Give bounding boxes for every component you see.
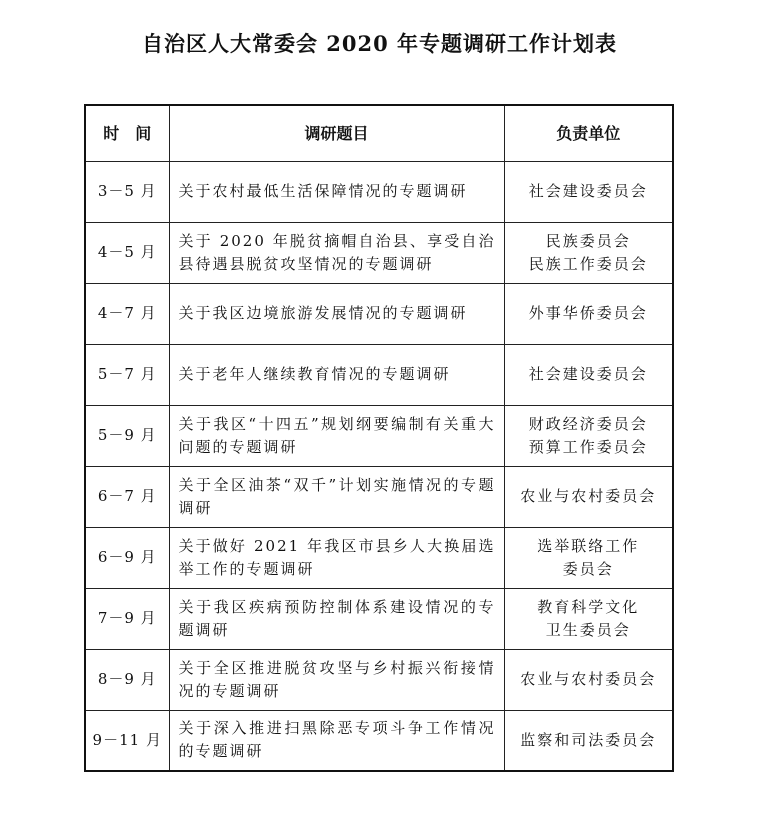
cell-topic: 关于全区油茶“双千”计划实施情况的专题调研 — [169, 466, 504, 527]
table-row — [85, 344, 673, 405]
cell-time: 4－5 月 — [85, 222, 169, 283]
unit-line: 选举联络工作 — [537, 536, 640, 555]
cell-unit — [504, 283, 673, 344]
cell-topic: 关于我区疾病预防控制体系建设情况的专题调研 — [169, 588, 504, 649]
cell-topic: 关于全区推进脱贫攻坚与乡村振兴衔接情况的专题调研 — [169, 649, 504, 710]
table-row — [85, 405, 673, 466]
unit-line: 委员会 — [562, 559, 614, 578]
cell-topic: 关于农村最低生活保障情况的专题调研 — [169, 161, 504, 222]
cell-topic: 关于 2020 年脱贫摘帽自治县、享受自治县待遇县脱贫攻坚情况的专题调研 — [169, 222, 504, 283]
cell-time: 4－7 月 — [85, 283, 169, 344]
table-row — [85, 283, 673, 344]
table-row — [85, 161, 673, 222]
cell-time: 3－5 月 — [85, 161, 169, 222]
cell-unit — [504, 710, 673, 771]
cell-time: 5－7 月 — [85, 344, 169, 405]
cell-time: 6－9 月 — [85, 527, 169, 588]
cell-unit — [504, 527, 673, 588]
cell-topic: 关于我区“十四五”规划纲要编制有关重大问题的专题调研 — [169, 405, 504, 466]
table-row — [85, 710, 673, 771]
cell-unit — [504, 344, 673, 405]
cell-unit — [504, 649, 673, 710]
unit-line: 社会建设委员会 — [528, 365, 648, 383]
unit-line: 民族工作委员会 — [528, 254, 648, 273]
unit-line: 外事华侨委员会 — [528, 304, 648, 322]
cell-time: 8－9 月 — [85, 649, 169, 710]
cell-topic: 关于老年人继续教育情况的专题调研 — [169, 344, 504, 405]
unit-line: 农业与农村委员会 — [520, 487, 657, 505]
unit-line: 财政经济委员会 — [528, 414, 648, 433]
table-row — [85, 466, 673, 527]
cell-time: 9－11 月 — [85, 710, 169, 771]
cell-unit — [504, 588, 673, 649]
cell-unit — [504, 161, 673, 222]
header-topic: 调研题目 — [169, 105, 504, 161]
table-body — [85, 161, 673, 771]
header-unit: 负责单位 — [504, 105, 673, 161]
cell-time: 7－9 月 — [85, 588, 169, 649]
unit-line: 预算工作委员会 — [528, 437, 648, 456]
cell-time: 6－7 月 — [85, 466, 169, 527]
table-row — [85, 649, 673, 710]
cell-unit — [504, 466, 673, 527]
table-row — [85, 222, 673, 283]
unit-line: 卫生委员会 — [545, 620, 631, 639]
header-time: 时 间 — [85, 105, 169, 161]
plan-table — [84, 104, 674, 772]
unit-line: 监察和司法委员会 — [520, 730, 657, 749]
unit-line: 教育科学文化 — [537, 597, 640, 616]
cell-unit — [504, 405, 673, 466]
cell-unit — [504, 222, 673, 283]
table-row — [85, 527, 673, 588]
unit-line: 社会建设委员会 — [528, 182, 648, 200]
table-header-row — [85, 105, 673, 161]
cell-time: 5－9 月 — [85, 405, 169, 466]
cell-topic: 关于我区边境旅游发展情况的专题调研 — [169, 283, 504, 344]
unit-line: 农业与农村委员会 — [520, 670, 657, 688]
page-title: 自治区人大常委会 2020 年专题调研工作计划表 — [141, 31, 618, 56]
table-row — [85, 588, 673, 649]
unit-line: 民族委员会 — [545, 231, 631, 250]
cell-topic: 关于做好 2021 年我区市县乡人大换届选举工作的专题调研 — [169, 527, 504, 588]
cell-topic: 关于深入推进扫黑除恶专项斗争工作情况的专题调研 — [169, 710, 504, 771]
